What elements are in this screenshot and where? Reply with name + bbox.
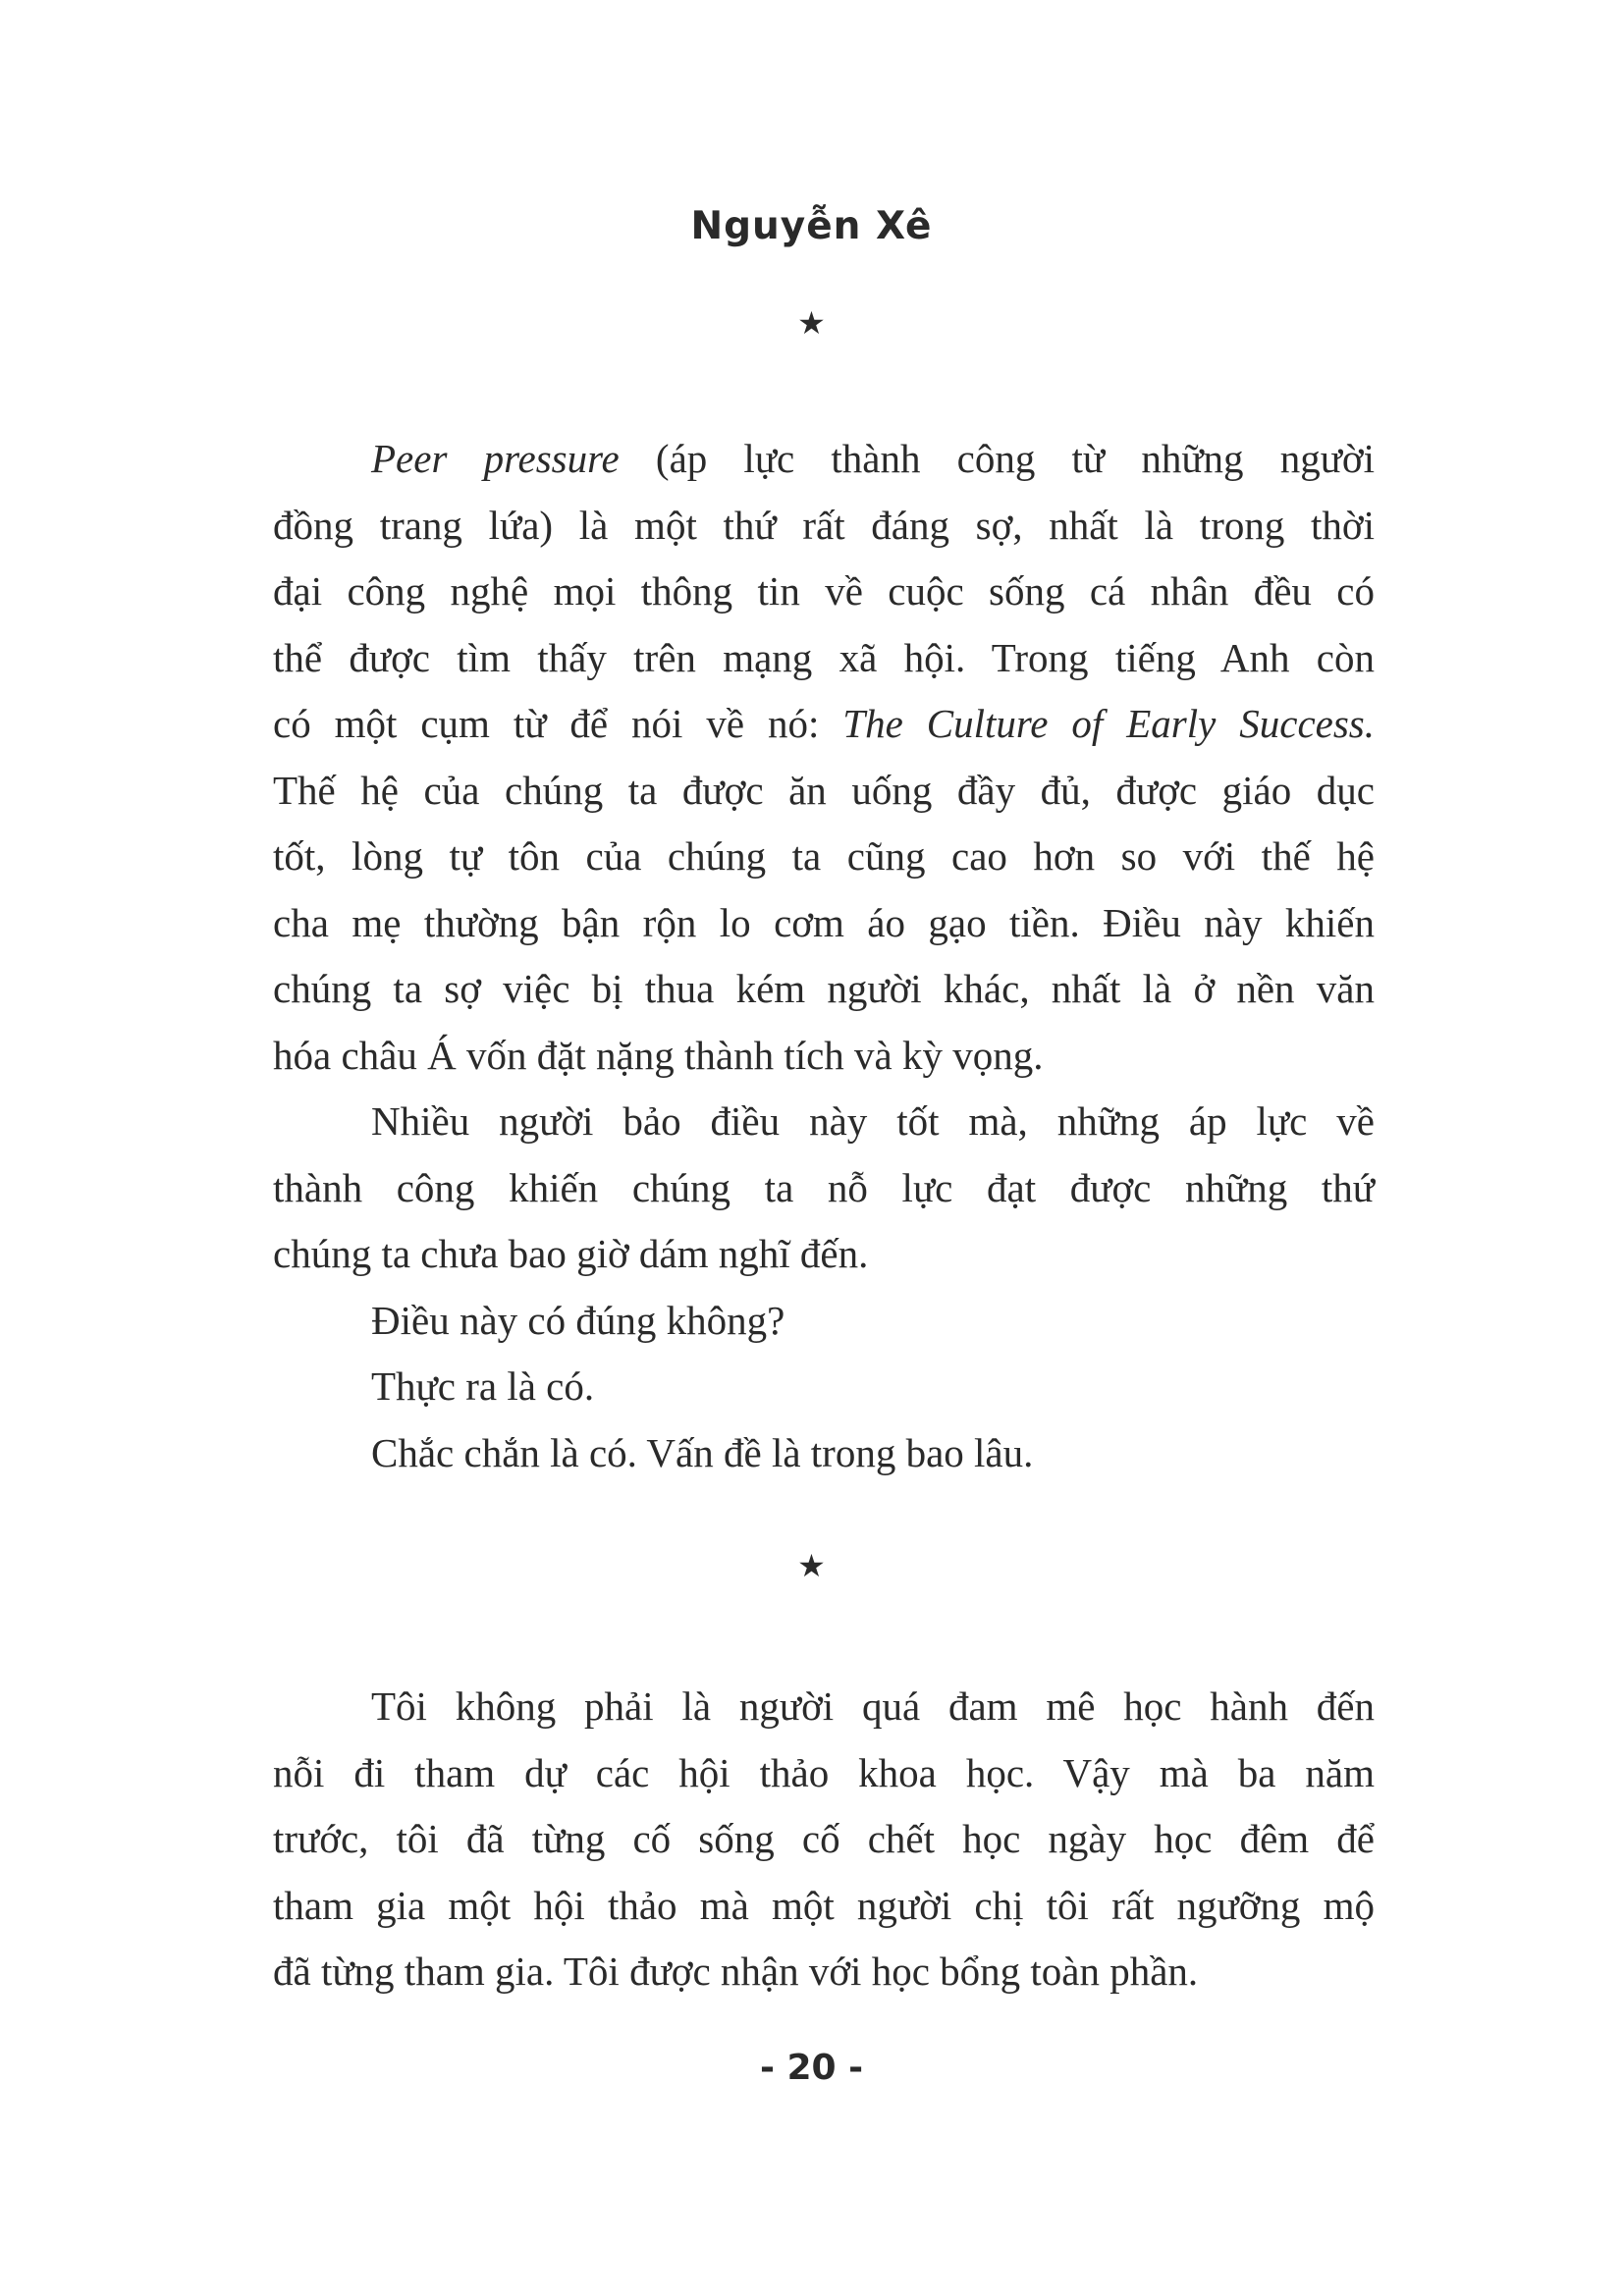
- paragraph-line: tham gia một hội thảo mà một người chị tôi rất ngưỡng mộ: [273, 1882, 1375, 1928]
- paragraph-line: nỗi đi tham dự các hội thảo khoa học. Vậy mà ba năm: [273, 1749, 1375, 1795]
- page-number: - 20 -: [759, 2048, 864, 2088]
- paragraph-line: hóa châu Á vốn đặt nặng thành tích và kỳ vọng.: [273, 1032, 1044, 1078]
- paragraph-line: thể được tìm thấy trên mạng xã hội. Trong tiếng Anh còn: [273, 634, 1375, 680]
- paragraph-line: Tôi không phải là người quá đam mê học hành đến: [371, 1683, 1375, 1729]
- paragraph-line: đã từng tham gia. Tôi được nhận với học bổng toàn phần.: [273, 1949, 1199, 1994]
- paragraph-line: [273, 691, 1375, 758]
- dialogue-line: Điều này có đúng không?: [371, 1297, 785, 1343]
- paragraph-line: cha mẹ thường bận rộn lo cơm áo gạo tiền. Điều này khiến: [273, 899, 1375, 945]
- paragraph-line: đồng trang lứa) là một thứ rất đáng sợ, nhất là trong thời: [273, 502, 1375, 548]
- italic-phrase-early-success: The Culture of Early Success.: [842, 701, 1376, 746]
- section-1-text: [273, 426, 1375, 1486]
- paragraph-line: Thế hệ của chúng ta được ăn uống đầy đủ, được giáo dục: [273, 767, 1375, 813]
- dialogue-line: Chắc chắn là có. Vấn đề là trong bao lâu.: [371, 1429, 1034, 1475]
- paragraph-line: [273, 426, 1375, 493]
- section-separator-star-icon: ★: [797, 304, 826, 342]
- paragraph-line-text: (áp lực thành công từ những người: [619, 436, 1376, 481]
- paragraph-line-text: có một cụm từ để nói về nó:: [273, 701, 843, 746]
- paragraph-line: Nhiều người bảo điều này tốt mà, những áp lực về: [371, 1098, 1375, 1144]
- paragraph-line: chúng ta sợ việc bị thua kém người khác, nhất là ở nền văn: [273, 966, 1375, 1011]
- paragraph-line: thành công khiến chúng ta nỗ lực đạt được những thứ: [273, 1164, 1375, 1210]
- dialogue-line: Thực ra là có.: [371, 1363, 595, 1409]
- section-2-text: [273, 1674, 1375, 2005]
- paragraph-line: tốt, lòng tự tôn của chúng ta cũng cao hơn so với thế hệ: [273, 833, 1375, 879]
- paragraph-line: chúng ta chưa bao giờ dám nghĩ đến.: [273, 1231, 869, 1276]
- section-separator-star-icon: ★: [797, 1547, 826, 1584]
- italic-term-peer-pressure: Peer pressure: [371, 436, 620, 481]
- paragraph-line: đại công nghệ mọi thông tin về cuộc sống cá nhân đều có: [273, 568, 1375, 614]
- running-head-author: Nguyễn Xê: [690, 204, 933, 248]
- paragraph-line: trước, tôi đã từng cố sống cố chết học ngày học đêm để: [273, 1816, 1375, 1861]
